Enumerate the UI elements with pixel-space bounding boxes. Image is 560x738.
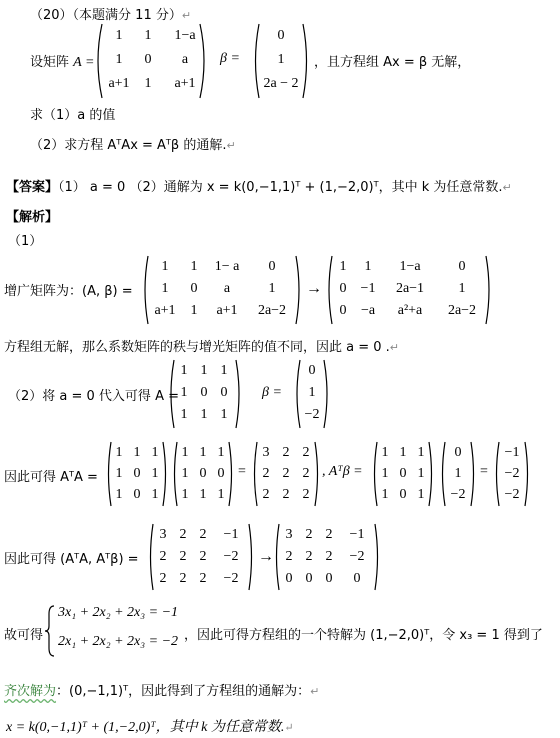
- matrix-cell: 2a−2: [257, 303, 287, 318]
- matrix-cell: 2: [282, 465, 290, 481]
- vector-b2: [443, 442, 473, 506]
- matrix-cell: 1: [454, 465, 462, 481]
- matrix-cell: 0: [454, 444, 462, 460]
- matrix-cell: 0: [133, 465, 141, 481]
- matrix-cell: 2: [305, 549, 313, 564]
- matrix-A: [104, 24, 208, 96]
- matrix-cell: 0: [458, 259, 466, 274]
- equals-2: =: [480, 464, 488, 479]
- matrix-cell: a²+a: [397, 303, 423, 318]
- matrix-cell: 1: [268, 281, 276, 296]
- system-brace: [44, 604, 56, 658]
- matrix-cell: 2: [325, 527, 333, 542]
- matrix-cell: 2: [302, 465, 310, 481]
- vector-ATb: [497, 442, 527, 506]
- matrix-cell: 0: [199, 465, 207, 481]
- arrow-2: →: [258, 548, 274, 565]
- matrix-cell: 1: [115, 465, 123, 481]
- matrix-cell: 0: [133, 486, 141, 502]
- matrix-cell: −2: [450, 486, 466, 502]
- matrix-cell: 1: [458, 281, 466, 296]
- matrix-ATA: [256, 442, 316, 506]
- matrix-cell: −2: [504, 486, 520, 502]
- matrix-cell: 2: [302, 486, 310, 502]
- matrix-cell: a+1: [154, 303, 176, 318]
- matrix-cell: 3: [159, 527, 167, 542]
- matrix-cell: −2: [349, 549, 365, 564]
- matrix-cell: 1: [417, 465, 425, 481]
- matrix-cell: 1−a: [399, 259, 421, 274]
- matrix-cell: −2: [504, 465, 520, 481]
- matrix-cell: a: [181, 52, 189, 67]
- problem-header: （20）（本题满分 11 分）↵: [30, 8, 192, 23]
- matrix-cell: 0: [220, 385, 228, 400]
- matrix-cell: 2: [179, 549, 187, 564]
- question-2: （2）求方程 AᵀAx = Aᵀβ 的通解.↵: [30, 138, 236, 153]
- matrix-cell: 1: [180, 385, 188, 400]
- matrix-cell: 2: [179, 571, 187, 586]
- matrix-cell: −2: [304, 407, 320, 422]
- matrix-cell: 1: [200, 407, 208, 422]
- matrix-A1: [176, 442, 230, 506]
- matrix-cell: 1: [381, 465, 389, 481]
- aug-label: 增广矩阵为：(A, β) =: [4, 284, 133, 299]
- matrix-cell: 1: [181, 486, 189, 502]
- beta0-label: β =: [262, 385, 282, 400]
- matrix-cell: 2a−1: [395, 281, 425, 296]
- matrix-cell: 0: [305, 571, 313, 586]
- analysis-tag: 【解析】: [6, 210, 59, 225]
- matrix-cell: 2a − 2: [263, 76, 299, 91]
- matrix-AT2: [376, 442, 430, 506]
- conclusion-1: 方程组无解，那么系数矩阵的秩与增光矩阵的值不同，因此 a = 0 .↵: [4, 340, 400, 355]
- matrix-cell: 1: [151, 465, 159, 481]
- matrix-cell: −2: [223, 549, 239, 564]
- matrix-cell: 1: [220, 407, 228, 422]
- matrix-cell: 2: [159, 571, 167, 586]
- matrix-cell: 0: [190, 281, 198, 296]
- matrix-cell: 2: [325, 549, 333, 564]
- answer-text: （1） a = 0 （2）通解为 x = k(0,−1,1)ᵀ + (1,−2,0)ᵀ，其中 k 为任意常数.: [58, 180, 503, 195]
- matrix-cell: 1: [151, 444, 159, 460]
- matrix-cell: 2: [282, 444, 290, 460]
- matrix-cell: 1−a: [174, 28, 196, 43]
- matrix-cell: 2: [179, 527, 187, 542]
- matrix-cell: 1: [199, 444, 207, 460]
- matrix-cell: 3: [262, 444, 270, 460]
- answer-line: 【答案】（1） a = 0 （2）通解为 x = k(0,−1,1)ᵀ + (1,−2,0)ᵀ，其中 k 为任意常数.↵: [6, 180, 512, 195]
- matrix-cell: 2: [199, 527, 207, 542]
- vector-beta: [256, 24, 306, 96]
- matrix-cell: 2: [262, 486, 270, 502]
- question-1: 求（1）a 的值: [30, 108, 116, 123]
- matrix-cell: 1: [151, 486, 159, 502]
- matrix-cell: 0: [339, 303, 347, 318]
- problem-intro: 设矩阵 A =: [30, 55, 95, 70]
- matrix-cell: 1: [180, 363, 188, 378]
- matrix-cell: 0: [325, 571, 333, 586]
- matrix-cell: 1: [200, 363, 208, 378]
- matrix-cell: 1: [217, 486, 225, 502]
- matrix-cell: −1: [223, 527, 239, 542]
- matrix-cell: 1: [115, 444, 123, 460]
- matrix-cell: 1: [115, 52, 123, 67]
- matrix-AT: [110, 442, 164, 506]
- matrix-cell: 3: [285, 527, 293, 542]
- matrix-cell: 1: [115, 486, 123, 502]
- analysis-part-1: （1）: [8, 234, 43, 249]
- matrix-cell: 1: [181, 444, 189, 460]
- matrix-cell: −1: [360, 281, 376, 296]
- matrix-cell: 1: [364, 259, 372, 274]
- arrow-1: →: [306, 280, 322, 297]
- matrix-cell: 1: [417, 444, 425, 460]
- matrix-cell: 0: [277, 28, 285, 43]
- matrix-cell: 1: [144, 76, 152, 91]
- matrix-cell: 0: [200, 385, 208, 400]
- matrix-cell: −1: [349, 527, 365, 542]
- vector-beta0: [298, 360, 326, 426]
- answer-tag: 【答案】: [6, 180, 59, 195]
- matrix-cell: 1: [133, 444, 141, 460]
- matrix-cell: 0: [353, 571, 361, 586]
- equation-2: 2x₁ + 2x₂ + 2x₃ = −2: [58, 634, 179, 649]
- matrix-cell: a+1: [108, 76, 130, 91]
- matrix-cell: 1: [144, 28, 152, 43]
- matrix-cell: −1: [504, 444, 520, 460]
- part-2-label: （2）将 a = 0 代入可得 A =: [8, 389, 179, 404]
- matrix-cell: 1: [199, 486, 207, 502]
- matrix-cell: 2: [199, 549, 207, 564]
- matrix-cell: 0: [285, 571, 293, 586]
- matrix-cell: 2: [285, 549, 293, 564]
- matrix-A0: [174, 360, 236, 426]
- matrix-cell: 0: [339, 281, 347, 296]
- matrix-cell: 2: [305, 527, 313, 542]
- problem-score: （本题满分 11 分）: [72, 8, 182, 23]
- aug2-matrix-left: [153, 524, 249, 590]
- homogeneous-line: 齐次解为：(0,−1,1)ᵀ，因此得到了方程组的通解为：↵: [4, 684, 320, 699]
- ATA-label: 因此可得 AᵀA =: [4, 470, 98, 485]
- matrix-cell: a: [223, 281, 231, 296]
- matrix-cell: 0: [399, 465, 407, 481]
- matrix-cell: 1: [399, 444, 407, 460]
- aug2-matrix-right: [279, 524, 375, 590]
- ATb-label: , Aᵀβ =: [322, 464, 363, 479]
- matrix-cell: 0: [144, 52, 152, 67]
- matrix-cell: 1: [339, 259, 347, 274]
- matrix-cell: 1: [181, 465, 189, 481]
- matrix-cell: 1: [417, 486, 425, 502]
- matrix-cell: 0: [268, 259, 276, 274]
- matrix-cell: 0: [399, 486, 407, 502]
- problem-number: （20）: [30, 8, 73, 23]
- matrix-cell: 1− a: [214, 259, 240, 274]
- matrix-cell: a+1: [216, 303, 238, 318]
- matrix-cell: 1: [161, 259, 169, 274]
- augmented-matrix-right: [332, 256, 486, 322]
- matrix-cell: 1: [190, 259, 198, 274]
- system-prefix: 故可得: [4, 628, 44, 643]
- matrix-cell: 2: [199, 571, 207, 586]
- matrix-cell: 1: [180, 407, 188, 422]
- matrix-cell: 1: [381, 444, 389, 460]
- matrix-cell: −a: [360, 303, 376, 318]
- homogeneous-word: 齐次解为: [4, 684, 57, 699]
- matrix-cell: 2: [302, 444, 310, 460]
- matrix-cell: 1: [381, 486, 389, 502]
- equals-1: =: [238, 464, 246, 479]
- matrix-cell: −2: [223, 571, 239, 586]
- matrix-cell: 2: [262, 465, 270, 481]
- matrix-cell: 1: [308, 385, 316, 400]
- system-tail: ，因此可得方程组的一个特解为 (1,−2,0)ᵀ，令 x₃ = 1 得到了: [184, 628, 543, 643]
- matrix-cell: 2: [159, 549, 167, 564]
- matrix-cell: 1: [190, 303, 198, 318]
- matrix-cell: 1: [220, 363, 228, 378]
- equation-1: 3x₁ + 2x₂ + 2x₃ = −1: [58, 605, 179, 620]
- problem-condition: ，且方程组 Ax = β 无解，: [314, 55, 471, 70]
- matrix-cell: 2: [282, 486, 290, 502]
- matrix-cell: a+1: [174, 76, 196, 91]
- matrix-cell: 0: [308, 363, 316, 378]
- final-solution: x = k(0,−1,1)ᵀ + (1,−2,0)ᵀ，其中 k 为任意常数.↵: [6, 720, 294, 735]
- matrix-cell: 2a−2: [447, 303, 477, 318]
- matrix-cell: 1: [161, 281, 169, 296]
- beta-label: β =: [220, 51, 240, 66]
- matrix-cell: 0: [217, 465, 225, 481]
- matrix-cell: 1: [277, 52, 285, 67]
- aug2-label: 因此可得 (AᵀA, Aᵀβ) =: [4, 552, 139, 567]
- augmented-matrix-left: [148, 256, 296, 322]
- matrix-cell: 1: [217, 444, 225, 460]
- matrix-cell: 1: [115, 28, 123, 43]
